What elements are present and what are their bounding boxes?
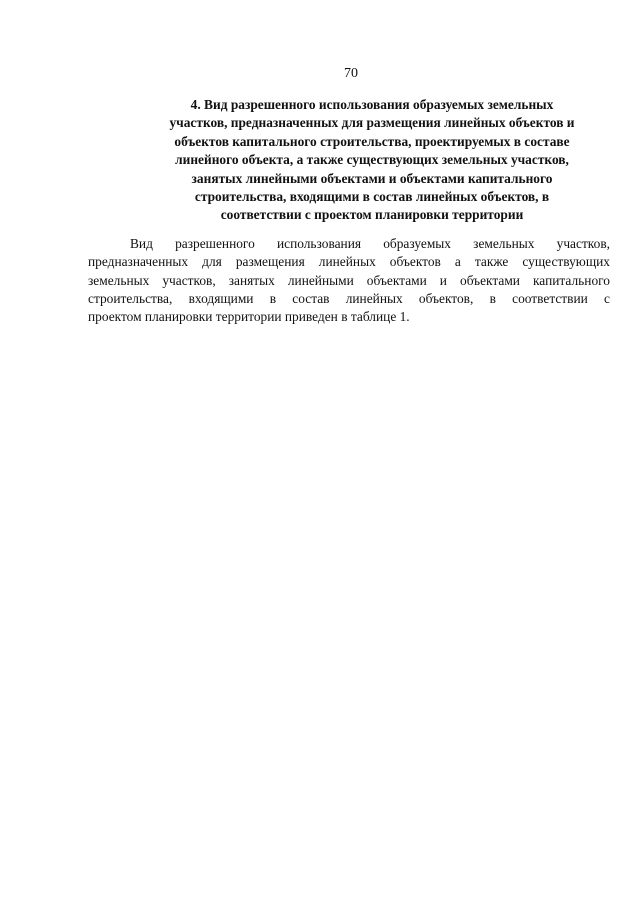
heading-line: линейного объекта, а также существующих земельных участков, bbox=[175, 152, 569, 168]
heading-line: 4. Вид разрешенного использования образуемых земельных bbox=[190, 97, 554, 112]
heading-line: занятых линейными объектами и объектами капитального bbox=[191, 170, 553, 186]
paragraph-line: строительства, входящими в состав линейных объектов, в соответствии с bbox=[88, 290, 610, 306]
body-paragraph bbox=[88, 235, 610, 326]
paragraph-line: Вид разрешенного использования образуемых земельных участков, bbox=[130, 236, 610, 251]
page-number: 70 bbox=[344, 66, 358, 81]
heading-line: участков, предназначенных для размещения линейных объектов и bbox=[169, 115, 575, 131]
heading-line: строительства, входящими в состав линейных объектов, в bbox=[194, 189, 550, 205]
section-heading bbox=[132, 96, 612, 225]
paragraph-line: проектом планировки территории приведен в таблице 1. bbox=[88, 309, 410, 325]
heading-line: соответствии с проектом планировки территории bbox=[220, 207, 524, 223]
heading-line: объектов капитального строительства, проектируемых в составе bbox=[174, 133, 570, 149]
paragraph-line: предназначенных для размещения линейных объектов а также существующих bbox=[88, 254, 610, 270]
paragraph-line: земельных участков, занятых линейными объектами и объектами капитального bbox=[88, 272, 610, 288]
